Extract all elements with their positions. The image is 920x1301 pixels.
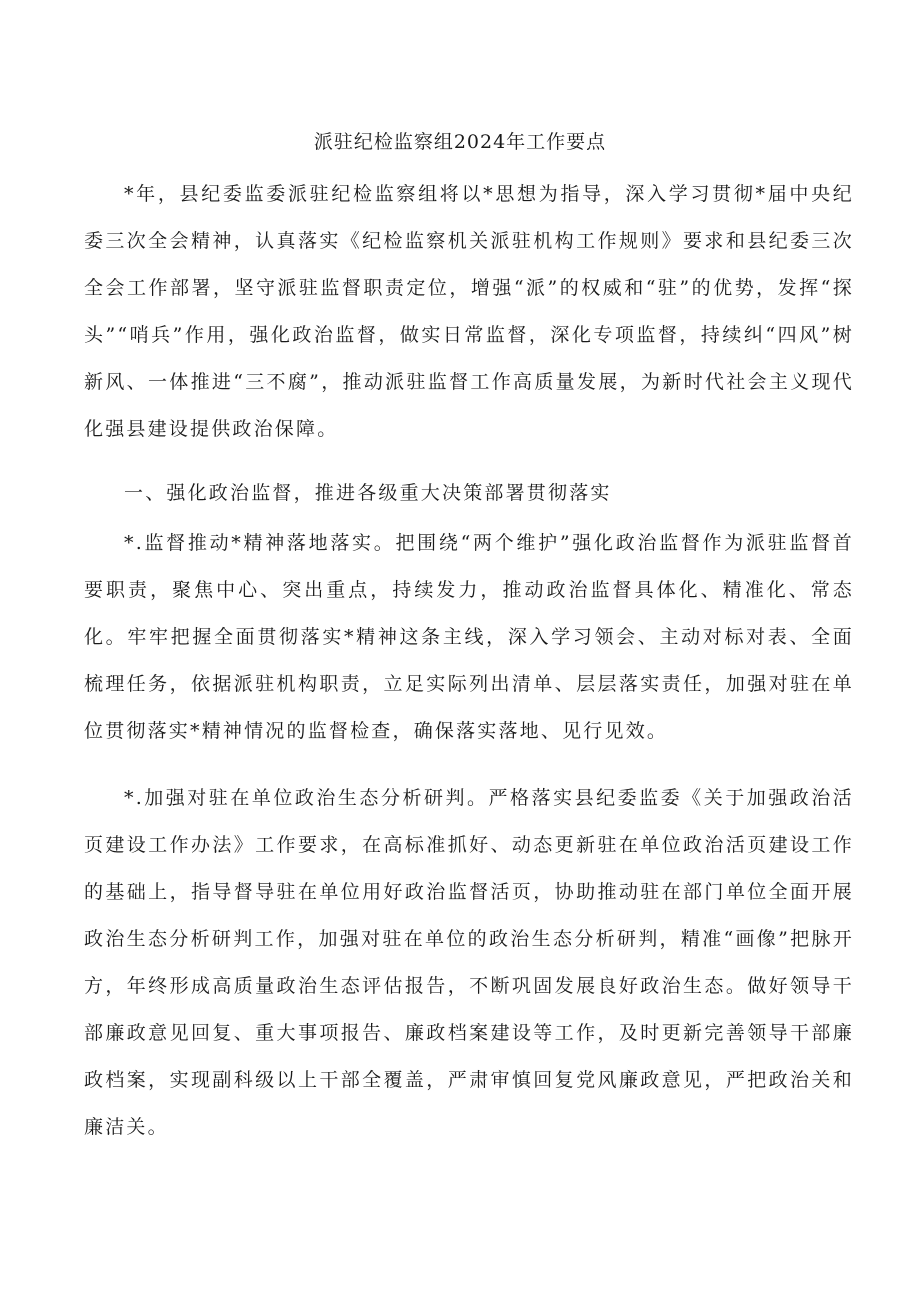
intro-paragraph: *年，县纪委监委派驻纪检监察组将以*思想为指导，深入学习贯彻*届中央纪委三次全会精神，认真落实《纪检监察机关派驻机构工作规则》要求和县纪委三次全会工作部署，坚守派驻监督职责定位，增强“派”的权威和“驻”的优势，发挥“探头”“哨兵”作用，强化政治监督，做实日常监督，深化专项监督，持续纠“四风”树新风、一体推进“三不腐”，推动派驻监督工作高质量发展，为新时代社会主义现代化强县建设提供政治保障。 (84, 183, 854, 440)
section-item-paragraph: *.加强对驻在单位政治生态分析研判。严格落实县纪委监委《关于加强政治活页建设工作办法》工作要求，在高标准抓好、动态更新驻在单位政治活页建设工作的基础上，指导督导驻在单位用好政治监督活页，协助推动驻在部门单位全面开展政治生态分析研判工作，加强对驻在单位的政治生态分析研判，精准“画像”把脉开方，年终形成高质量政治生态评估报告，不断巩固发展良好政治生态。做好领导干部廉政意见回复、重大事项报告、廉政档案建设等工作，及时更新完善领导干部廉政档案，实现副科级以上干部全覆盖，严肃审慎回复党风廉政意见，严把政治关和廉洁关。 (84, 787, 854, 1138)
document-title: 派驻纪检监察组2024年工作要点 (313, 131, 607, 153)
section-item-paragraph: *.监督推动*精神落地落实。把围绕“两个维护”强化政治监督作为派驻监督首要职责，聚焦中心、突出重点，持续发力，推动政治监督具体化、精准化、常态化。牢牢把握全面贯彻落实*精神这条主线，深入学习领会、主动对标对表、全面梳理任务，依据派驻机构职责，立足实际列出清单、层层落实责任，加强对驻在单位贯彻落实*精神情况的监督检查，确保落实落地、见行见效。 (84, 532, 854, 742)
section-heading: 一、强化政治监督，推进各级重大决策部署贯彻落实 (124, 482, 612, 504)
